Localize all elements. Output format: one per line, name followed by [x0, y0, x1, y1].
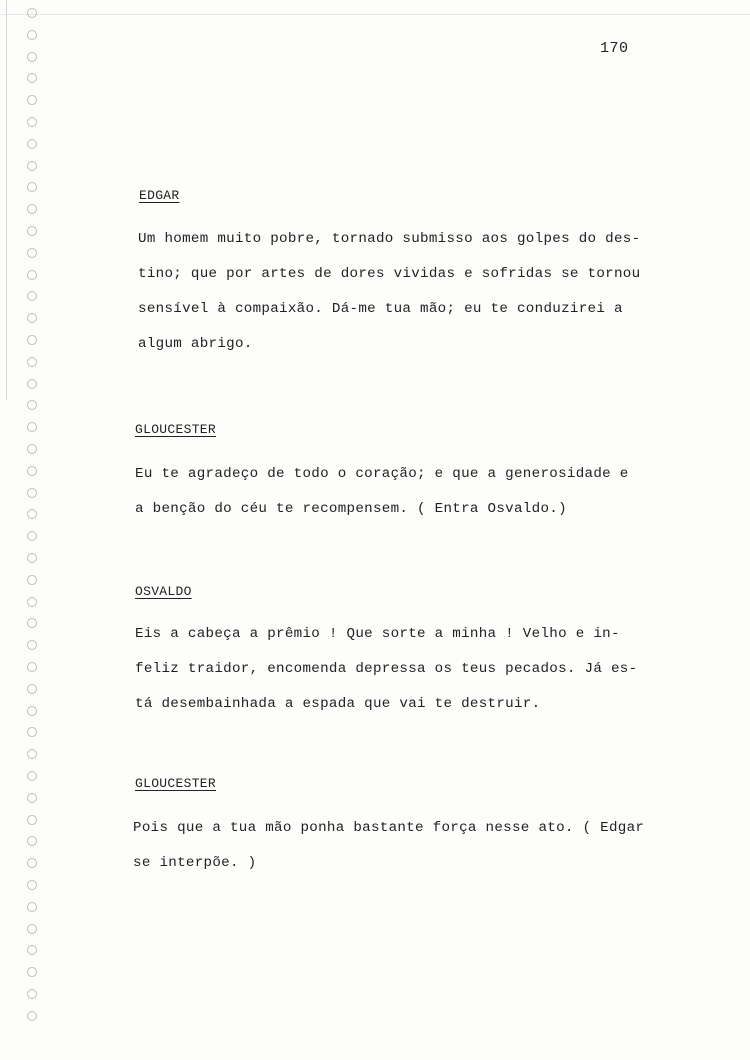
- speaker-edgar: EDGAR: [139, 188, 180, 203]
- binding-hole: [27, 858, 37, 868]
- binding-hole: [27, 182, 37, 192]
- speech-line: Pois que a tua mão ponha bastante força nesse ato. ( Edgar: [133, 820, 645, 836]
- speech-line: Um homem muito pobre, tornado submisso aos golpes do des-: [138, 231, 641, 247]
- binding-rule: [6, 0, 7, 400]
- binding-hole: [27, 73, 37, 83]
- speech-line: Eis a cabeça a prêmio ! Que sorte a minha ! Velho e in-: [135, 626, 620, 642]
- binding-hole: [27, 531, 37, 541]
- binding-hole: [27, 945, 37, 955]
- speaker-gloucester: GLOUCESTER: [135, 776, 217, 791]
- page-top-edge: [0, 14, 750, 15]
- page-number: 170: [600, 40, 629, 57]
- binding-hole: [27, 967, 37, 977]
- binding-hole: [27, 139, 37, 149]
- binding-hole: [27, 161, 37, 171]
- binding-hole: [27, 662, 37, 672]
- binding-hole: [27, 749, 37, 759]
- speech-line: feliz traidor, encomenda depressa os teus pecados. Já es-: [135, 661, 638, 677]
- binding-hole: [27, 248, 37, 258]
- binding-hole: [27, 836, 37, 846]
- binding-hole: [27, 902, 37, 912]
- binding-hole: [27, 793, 37, 803]
- binding-hole: [27, 357, 37, 367]
- speaker-gloucester: GLOUCESTER: [135, 422, 217, 437]
- binding-hole: [27, 815, 37, 825]
- binding-hole: [27, 924, 37, 934]
- binding-hole: [27, 575, 37, 585]
- speech-line: algum abrigo.: [138, 336, 253, 352]
- binding-hole: [27, 335, 37, 345]
- binding-hole: [27, 509, 37, 519]
- binding-hole: [27, 8, 37, 18]
- binding-hole: [27, 466, 37, 476]
- speech-line: sensível à compaixão. Dá-me tua mão; eu te conduzirei a: [138, 301, 623, 317]
- speech-line: tino; que por artes de dores vividas e sofridas se tornou: [138, 266, 641, 282]
- speech-line: a benção do céu te recompensem. ( Entra Osvaldo.): [135, 501, 567, 517]
- binding-hole: [27, 727, 37, 737]
- speech-edgar: [138, 222, 678, 362]
- binding-hole: [27, 488, 37, 498]
- speech-osvaldo: [135, 617, 675, 722]
- binding-hole: [27, 52, 37, 62]
- binding-hole: [27, 989, 37, 999]
- binding-hole: [27, 291, 37, 301]
- binding-hole: [27, 618, 37, 628]
- speech-line: tá desembainhada a espada que vai te destruir.: [135, 696, 541, 712]
- binding-hole: [27, 270, 37, 280]
- binding-hole: [27, 313, 37, 323]
- binding-hole: [27, 706, 37, 716]
- binding-hole: [27, 771, 37, 781]
- speech-line: Eu te agradeço de todo o coração; e que a generosidade e: [135, 466, 629, 482]
- speech-line: se interpõe. ): [133, 855, 257, 871]
- binding-hole: [27, 640, 37, 650]
- binding-hole: [27, 553, 37, 563]
- binding-hole: [27, 597, 37, 607]
- binding-hole: [27, 400, 37, 410]
- binding-hole: [27, 880, 37, 890]
- binding-hole: [27, 226, 37, 236]
- binding-hole: [27, 117, 37, 127]
- binding-hole: [27, 422, 37, 432]
- speaker-osvaldo: OSVALDO: [135, 584, 192, 599]
- speech-gloucester: [135, 457, 675, 527]
- binding-hole: [27, 95, 37, 105]
- binding-hole: [27, 379, 37, 389]
- binding-hole: [27, 204, 37, 214]
- binding-hole: [27, 444, 37, 454]
- binding-hole: [27, 1011, 37, 1021]
- speech-gloucester: [133, 811, 673, 881]
- binding-holes: [27, 8, 47, 1048]
- binding-hole: [27, 684, 37, 694]
- binding-hole: [27, 30, 37, 40]
